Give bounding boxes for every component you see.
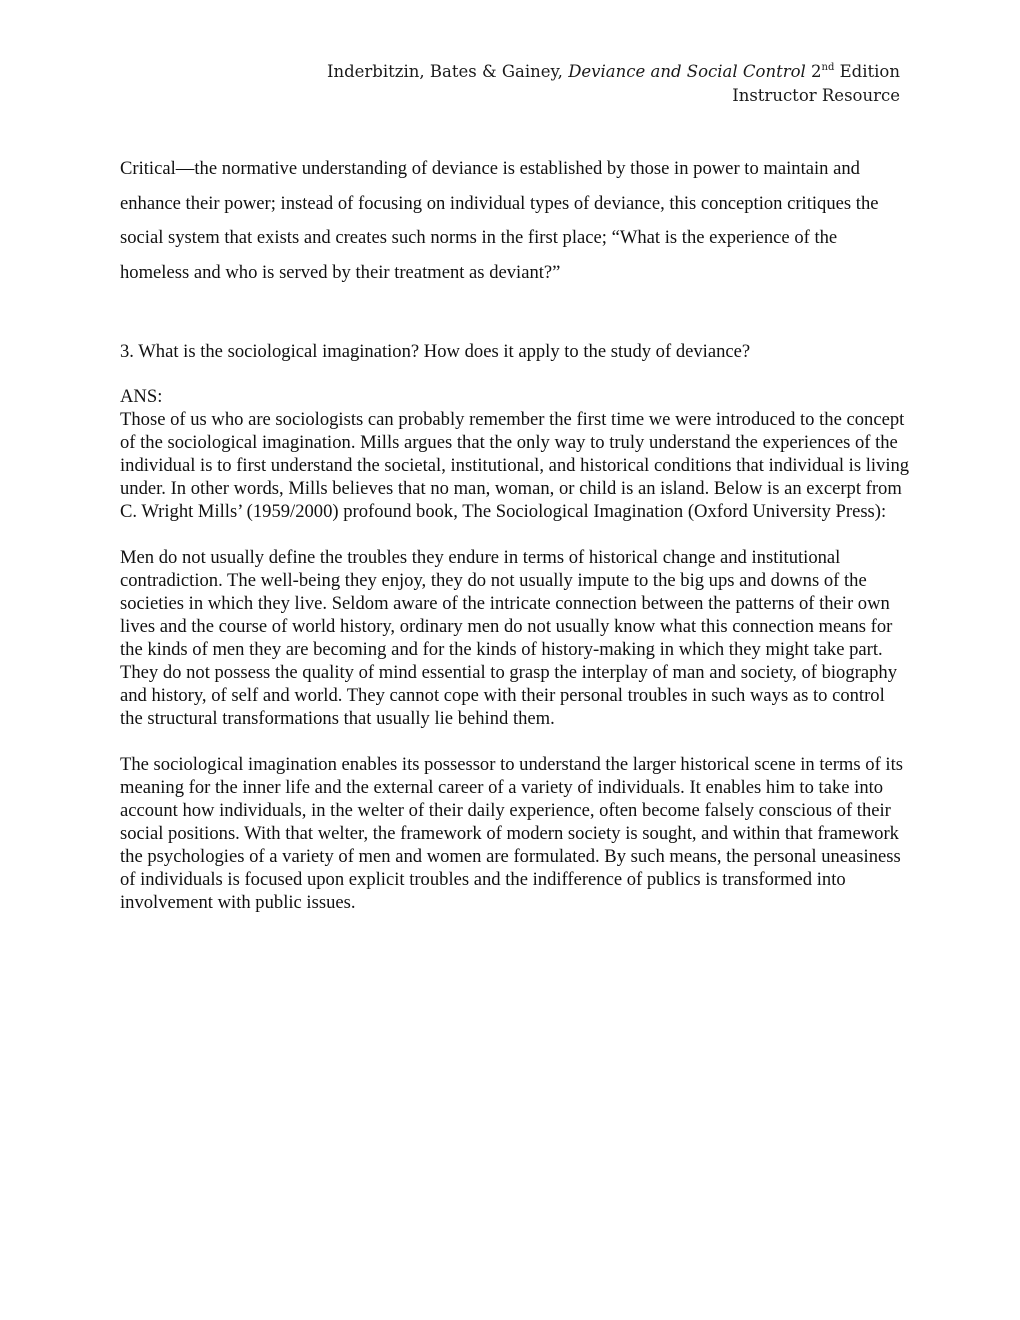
header-resource-label: Instructor Resource xyxy=(732,86,900,105)
header-book-title: Deviance and Social Control xyxy=(568,62,806,81)
header-authors: Inderbitzin, Bates & Gainey, xyxy=(326,62,569,81)
header-edition-superscript: nd xyxy=(821,62,835,73)
answer-label: ANS: xyxy=(120,386,163,407)
question-3: 3. What is the sociological imagination? How does it apply to the study of deviance? xyxy=(120,341,751,362)
document-body xyxy=(120,152,910,914)
excerpt-paragraph-2: The sociological imagination enables its possessor to understand the larger historical scene in terms of its meaning for the inner life and the external career of a variety of individuals. It enables him to take into account how individuals, in the welter of their daily experience, often become falsely conscious of their social positions. With that welter, the framework of modern society is sought, and within that framework the psychologies of a variety of men and women are formulated. By such means, the personal uneasiness of individuals is focused upon explicit troubles and the indifference of publics is transformed into involvement with public issues. xyxy=(120,754,903,913)
answer-intro-paragraph: Those of us who are sociologists can probably remember the first time we were introduced to the concept of the sociological imagination. Mills argues that the only way to truly understand the experiences of the individual is to first understand the societal, institutional, and historical conditions that individual is living under. In other words, Mills believes that no man, woman, or child is an island. Below is an excerpt from C. Wright Mills’ (1959/2000) profound book, The Sociological Imagination (Oxford University Press): xyxy=(120,409,910,522)
page-header xyxy=(200,60,900,108)
critical-paragraph: Critical—the normative understanding of deviance is established by those in power to maintain and enhance their power; instead of focusing on individual types of deviance, this conception critiques the social system that exists and creates such norms in the first place; “What is the experience of the homeless and who is served by their treatment as deviant?” xyxy=(120,158,879,283)
excerpt-paragraph-1: Men do not usually define the troubles they endure in terms of historical change and institutional contradiction. The well-being they enjoy, they do not usually impute to the big ups and downs of the societies in which they live. Seldom aware of the intricate connection between the patterns of their own lives and the course of world history, ordinary men do not usually know what this connection means for the kinds of men they are becoming and for the kinds of history-making in which they might take part. They do not possess the quality of mind essential to grasp the interplay of man and society, of biography and history, of self and world. They cannot cope with their personal troubles in such ways as to control the structural transformations that usually lie behind them. xyxy=(120,547,897,729)
header-edition-number: 2 xyxy=(805,62,822,81)
header-edition-word: Edition xyxy=(834,62,900,81)
header-citation-line xyxy=(200,60,900,84)
